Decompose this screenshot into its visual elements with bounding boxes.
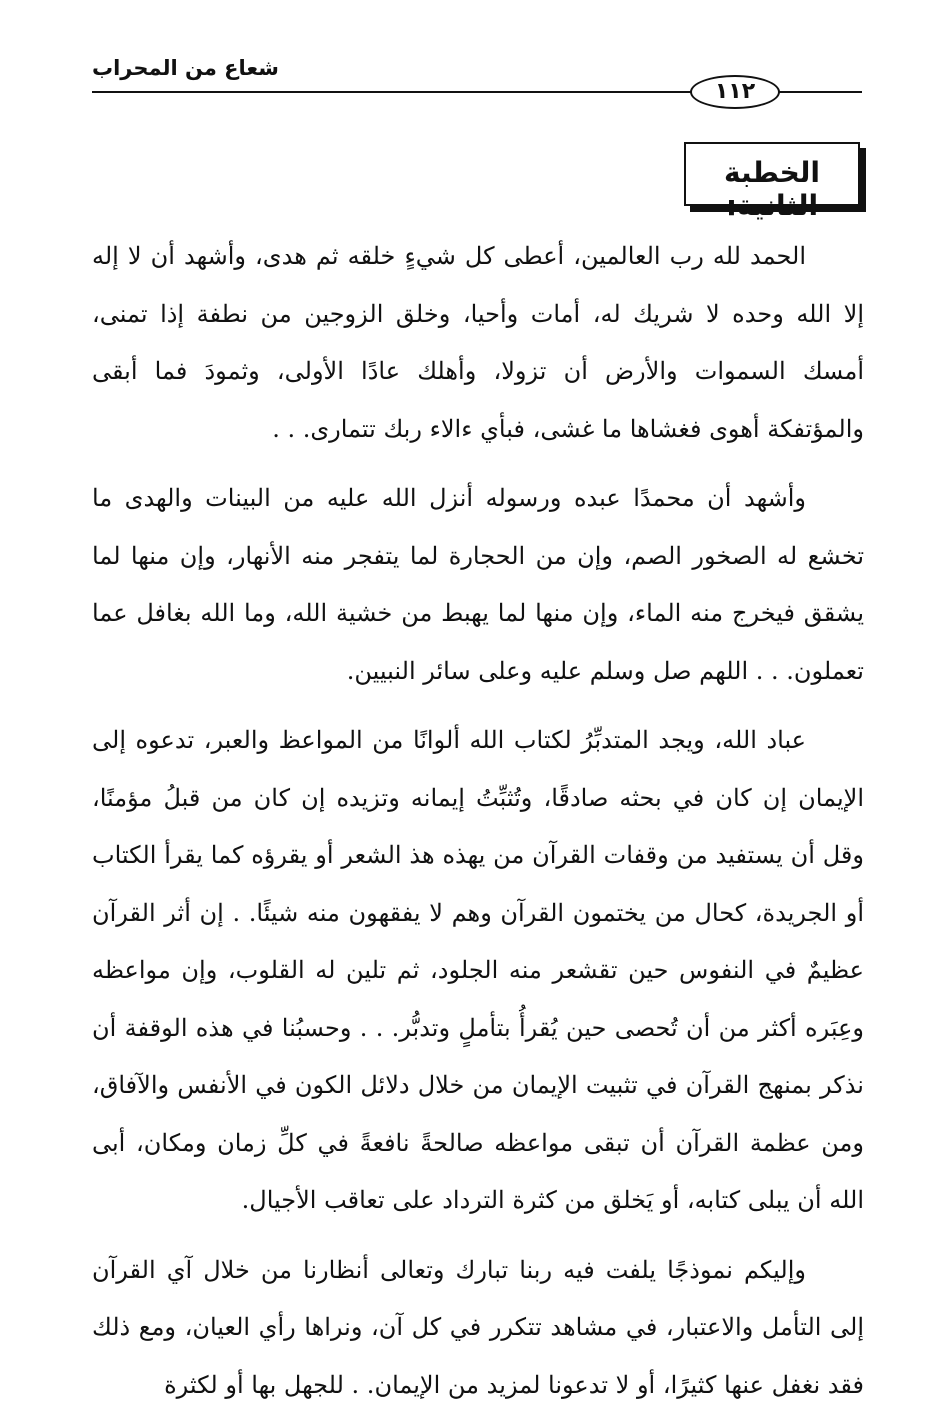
section-title: الخطبة الثانية: <box>724 156 820 222</box>
paragraph-3: عباد الله، ويجد المتدبِّرُ لكتاب الله ألوانًا من المواعظ والعبر، تدعوه إلى الإيمان إن كان في بحثه صادقًا، وتُثبِّتُ إيمانه وتزيده إن كان من قبلُ مؤمنًا، وقل أن يستفيد من وقفات القرآن من يهذه هذ الشعر أو يقرؤه كما يقرأ الكتاب أو الجريدة، كحال من يختمون القرآن وهم لا يفقهون منه شيئًا. . إن أثر القرآن عظيمٌ في النفوس حين تقشعر منه الجلود، ثم تلين له القلوب، وإن مواعظه وعِبَره أكثر من أن تُحصى حين يُقرأُ بتأملٍ وتدبُّر. . . وحسبُنا في هذه الوقفة أن نذكر بمنهج القرآن في تثبيت الإيمان من خلال دلائل الكون في الأنفس والآفاق، ومن عظمة القرآن أن تبقى مواعظه صالحةً نافعةً في كلِّ زمان ومكان، أبى الله أن يبلى كتابه، أو يَخلق من كثرة الترداد على تعاقب الأجيال. <box>92 726 864 1214</box>
running-title: شعاع من المحراب <box>92 56 279 80</box>
section-title-box <box>684 142 860 222</box>
paragraph-2: وأشهد أن محمدًا عبده ورسوله أنزل الله عليه من البينات والهدى ما تخشع له الصخور الصم، وإن من الحجارة لما يتفجر منه الأنهار، وإن منها لما يشقق فيخرج منه الماء، وإن منها لما يهبط من خشية الله، وما الله بغافل عما تعملون. . . اللهم صل وسلم عليه وعلى سائر النبيين. <box>92 484 864 685</box>
paragraph-4: وإليكم نموذجًا يلفت فيه ربنا تبارك وتعالى أنظارنا من خلال آي القرآن إلى التأمل والاعتبار، في مشاهد تتكرر في كل آن، ونراها رأي العيان، ومع ذلك فقد نغفل عنها كثيرًا، أو لا تدعونا لمزيد من الإيمان. . للجهل بها أو لكثرة <box>92 1255 864 1399</box>
page-number: ١١٢ <box>690 75 780 109</box>
body-text <box>92 228 864 1426</box>
paragraph-1: الحمد لله رب العالمين، أعطى كل شيءٍ خلقه ثم هدى، وأشهد أن لا إله إلا الله وحده لا شريك له، أمات وأحيا، وخلق الزوجين من نطفة إذا تمنى، أمسك السموات والأرض أن تزولا، وأهلك عادًا الأولى، وثمودَ فما أبقى والمؤتفكة أهوى فغشاها ما غشى، فبأي ءالاء ربك تتمارى. . . <box>92 242 864 443</box>
